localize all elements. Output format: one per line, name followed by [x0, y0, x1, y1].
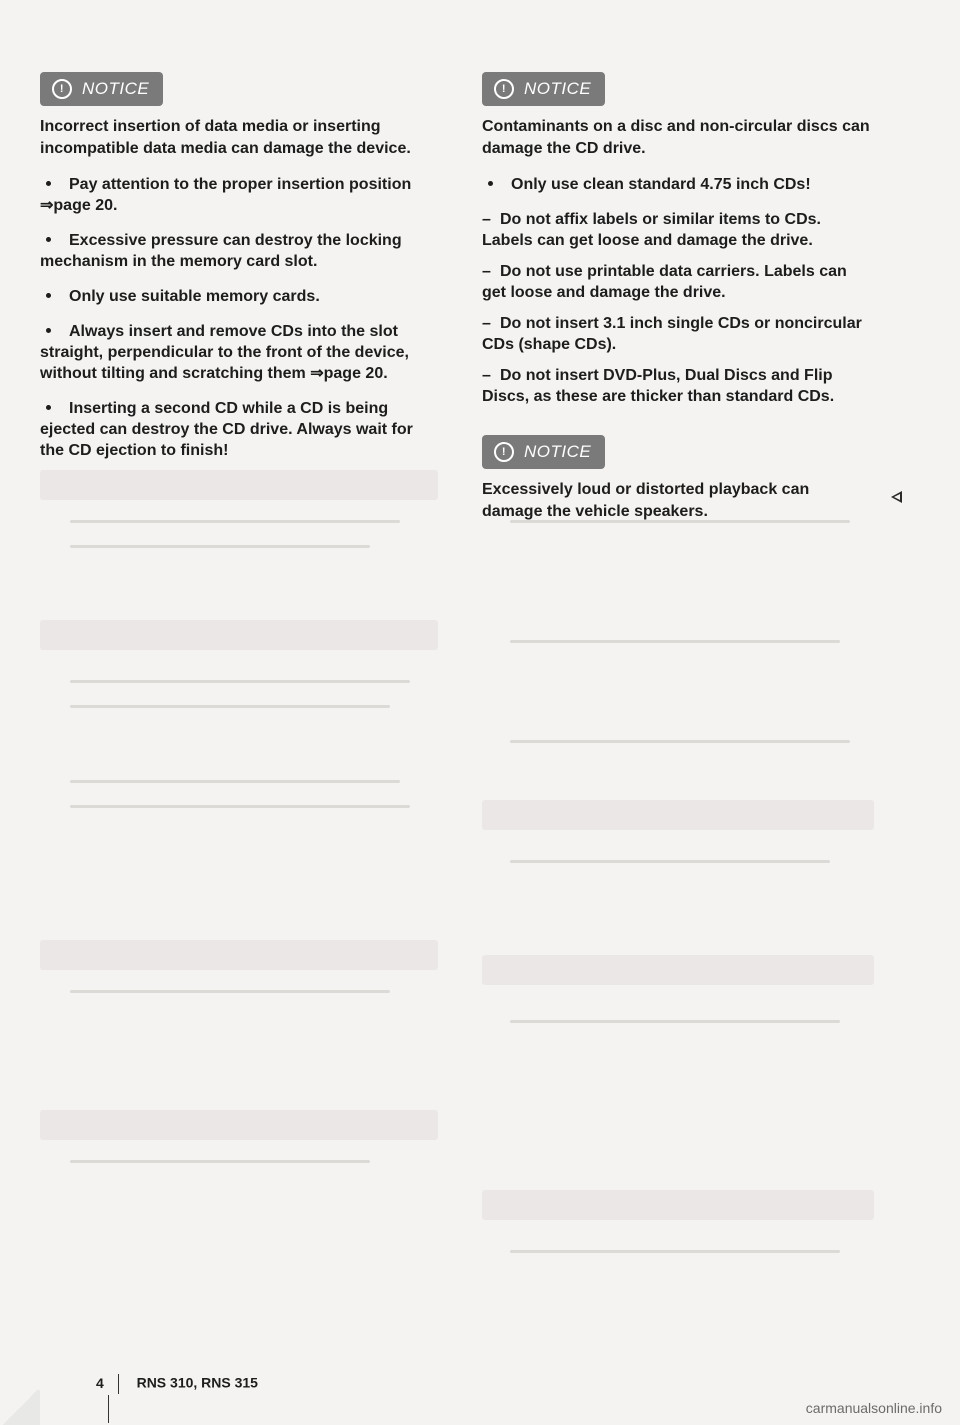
- notice-label: NOTICE: [524, 79, 592, 98]
- notice-lead-text: Contaminants on a disc and non-circular discs can damage the CD drive.: [482, 118, 870, 157]
- bleed-band: [40, 940, 438, 970]
- watermark: carmanualsonline.info: [805, 1400, 942, 1416]
- bleed-band: [482, 1190, 874, 1220]
- ghost-line: [70, 680, 410, 683]
- ghost-line: [510, 860, 830, 863]
- ghost-line: [70, 1160, 370, 1163]
- bleed-band: [40, 620, 438, 650]
- exclamation-circle-icon: !: [52, 79, 72, 99]
- notice-lead-text: Incorrect insertion of data media or inserting incompatible data media can damage the device.: [40, 118, 411, 157]
- ghost-line: [510, 640, 840, 643]
- ghost-line: [510, 1020, 840, 1023]
- bullet-item: Excessive pressure can destroy the locking mechanism in the memory card slot.: [40, 232, 402, 270]
- bullet-item: Only use suitable memory cards.: [40, 286, 438, 307]
- notice-badge: [40, 72, 163, 106]
- footer-rule: [108, 1395, 109, 1423]
- bullet-dot: [46, 181, 51, 186]
- bleed-band: [40, 1110, 438, 1140]
- notice-badge: [482, 435, 605, 469]
- page-footer: [96, 1374, 258, 1394]
- notice-badge: [482, 72, 605, 106]
- dash-mark: –: [482, 315, 491, 332]
- ghost-line: [510, 1250, 840, 1253]
- ghost-line: [70, 780, 400, 783]
- right-column: [482, 72, 874, 537]
- bleed-band: [482, 800, 874, 830]
- notice-label: NOTICE: [524, 442, 592, 461]
- footer-divider: [118, 1374, 119, 1394]
- bullet-item: Always insert and remove CDs into the slot straight, perpendicular to the front of the device, without tilting and scratching them ⇒page 20.: [40, 323, 409, 382]
- dash-mark: –: [482, 367, 491, 384]
- ghost-line: [70, 990, 390, 993]
- bullet-dot: [46, 405, 51, 410]
- bullet-item: Only use clean standard 4.75 inch CDs!: [482, 174, 874, 195]
- dash-item: – Do not insert DVD-Plus, Dual Discs and Flip Discs, as these are thicker than standard CDs.: [482, 367, 835, 405]
- page-corner: [0, 1390, 40, 1425]
- notice-label: NOTICE: [82, 79, 150, 98]
- bullet-dot: [488, 181, 493, 186]
- ghost-line: [70, 705, 390, 708]
- bullet-dot: [46, 328, 51, 333]
- ghost-line: [70, 545, 370, 548]
- bullet-dot: [46, 237, 51, 242]
- notice-lead-text: Excessively loud or distorted playback can damage the vehicle speakers.: [482, 481, 810, 520]
- footer-models: RNS 310, RNS 315: [136, 1374, 258, 1391]
- dash-mark: –: [482, 211, 491, 228]
- ghost-line: [510, 740, 850, 743]
- dash-mark: –: [482, 263, 491, 280]
- section-end-arrow-icon: [891, 491, 902, 503]
- bleed-band: [482, 955, 874, 985]
- page-number: 4: [96, 1374, 104, 1391]
- bullet-dot: [46, 293, 51, 298]
- dash-item: – Do not use printable data carriers. Labels can get loose and damage the drive.: [482, 263, 847, 301]
- dash-item: – Do not insert 3.1 inch single CDs or noncircular CDs (shape CDs).: [482, 315, 862, 353]
- ghost-line: [70, 805, 410, 808]
- bullet-item: Inserting a second CD while a CD is being ejected can destroy the CD drive. Always wait for the CD ejection to finish!: [40, 400, 413, 459]
- dash-item: – Do not affix labels or similar items to CDs. Labels can get loose and damage the drive.: [482, 211, 821, 249]
- left-column: [40, 72, 438, 475]
- bullet-item: Pay attention to the proper insertion position ⇒page 20.: [40, 176, 412, 214]
- exclamation-circle-icon: !: [494, 442, 514, 462]
- exclamation-circle-icon: !: [494, 79, 514, 99]
- ghost-line: [70, 520, 400, 523]
